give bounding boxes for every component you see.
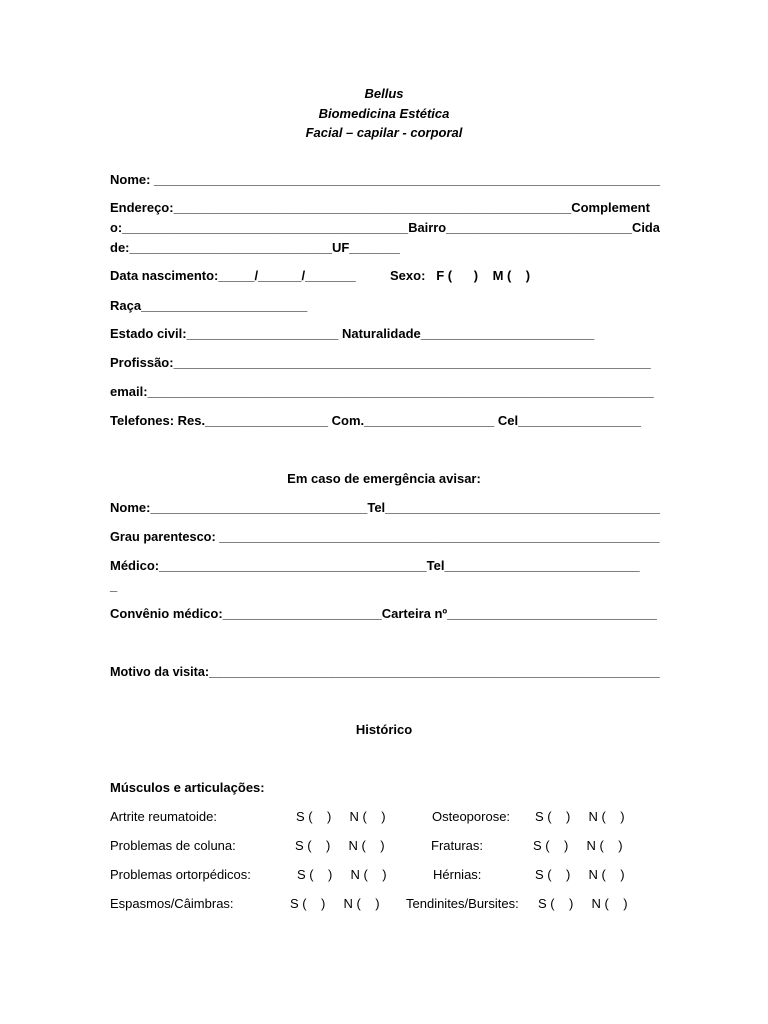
field-profissao[interactable]: Profissão:__________________________________________________________________ [110, 355, 651, 370]
field-sexo[interactable]: Sexo: F ( ) M ( ) [390, 268, 531, 283]
field-raca[interactable]: Raça_______________________ [110, 298, 308, 313]
emergency-title: Em caso de emergência avisar: [287, 471, 481, 486]
history-label: Tendinites/Bursites: [406, 896, 519, 911]
history-options[interactable]: S ( ) N ( ) [533, 838, 623, 853]
history-label: Osteoporose: [432, 809, 511, 824]
historico-title: Histórico [355, 722, 413, 737]
history-label: Fraturas: [431, 838, 484, 853]
field-nome[interactable]: Nome: ______________________________________________________________________ [110, 172, 661, 187]
field-estado-civil[interactable]: Estado civil:_____________________ Naturalidade________________________ [110, 326, 595, 341]
history-label: Artrite reumatoide: [110, 809, 217, 824]
field-convenio[interactable]: Convênio médico:______________________Carteira nº_____________________________ [110, 606, 657, 621]
history-options[interactable]: S ( ) N ( ) [296, 809, 386, 824]
field-endereco-line1[interactable]: Endereço:_______________________________________________________Complement [110, 200, 650, 215]
field-endereco-line2[interactable]: o:________________________________________Bairro__________________________Cida [110, 220, 660, 235]
field-telefones[interactable]: Telefones: Res._________________ Com.__________________ Cel_________________ [110, 413, 642, 428]
history-options[interactable]: S ( ) N ( ) [295, 838, 385, 853]
history-options[interactable]: S ( ) N ( ) [290, 896, 380, 911]
field-motivo-visita[interactable]: Motivo da visita:________________________________________________________________ [110, 664, 660, 679]
field-emergencia-nome[interactable]: Nome:______________________________Tel______________________________________ [110, 500, 660, 515]
history-label: Problemas ortorpédicos: [110, 867, 251, 882]
field-endereco-line3[interactable]: de:____________________________UF_______ [110, 240, 400, 255]
field-grau-parentesco[interactable]: Grau parentesco: ______________________________________________________________ [110, 529, 660, 544]
field-data-nascimento[interactable]: Data nascimento:_____/______/_______ [110, 268, 356, 283]
clinic-subtitle: Biomedicina Estética [318, 106, 450, 121]
history-options[interactable]: S ( ) N ( ) [535, 867, 625, 882]
history-label: Problemas de coluna: [110, 838, 236, 853]
field-medico-continuation: _ [110, 578, 118, 593]
history-options[interactable]: S ( ) N ( ) [538, 896, 628, 911]
clinic-name: Bellus [364, 86, 404, 101]
field-email[interactable]: email:______________________________________________________________________ [110, 384, 654, 399]
history-options[interactable]: S ( ) N ( ) [297, 867, 387, 882]
history-options[interactable]: S ( ) N ( ) [535, 809, 625, 824]
history-label: Espasmos/Câimbras: [110, 896, 234, 911]
field-medico[interactable]: Médico:_____________________________________Tel___________________________ [110, 558, 640, 573]
clinic-services: Facial – capilar - corporal [305, 125, 463, 140]
musculos-section-title: Músculos e articulações: [110, 780, 265, 795]
history-label: Hérnias: [433, 867, 482, 882]
